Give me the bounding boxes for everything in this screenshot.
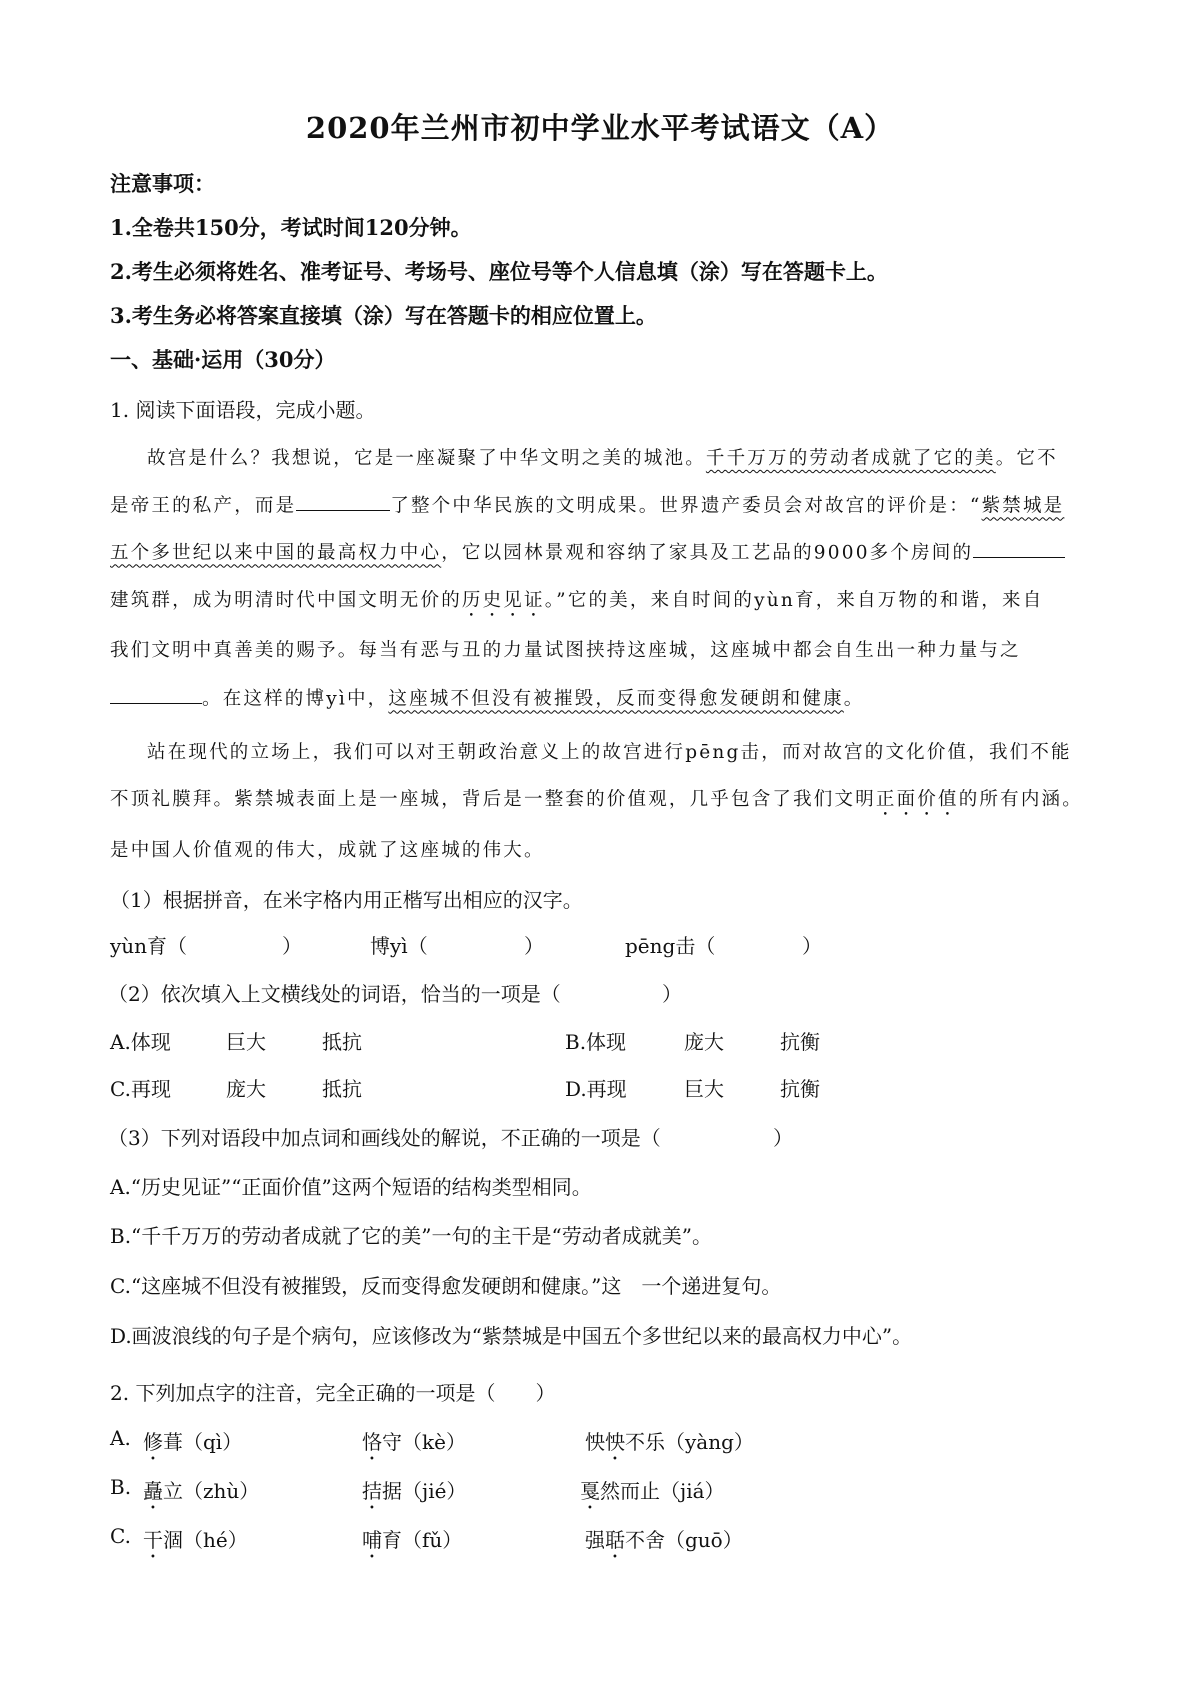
notice-item-2: 2.考生必须将姓名、准考证号、考场号、座位号等个人信息填（涂）写在答题卡上。	[110, 259, 888, 284]
notice-item-3: 3.考生务必将答案直接填（涂）写在答题卡的相应位置上。	[110, 303, 657, 328]
row-label: C.	[110, 1524, 131, 1548]
pinyin-paren: ）	[802, 934, 822, 958]
option-c: C.“这座城不但没有被摧毁，反而变得愈发硬朗和健康。”这 一个递进复句。	[110, 1274, 782, 1298]
passage-line: 站在现代的立场上，我们可以对王朝政治意义上的故宫进行pēng击，而对故宫的文化价值，我们不能	[147, 742, 1072, 763]
pinyin-item: pēng击（	[625, 934, 716, 958]
pinyin-option: 修葺（qì）	[143, 1430, 243, 1454]
pinyin-item: 博yì（	[370, 934, 428, 958]
option-b-word: 抗衡	[780, 1030, 820, 1054]
pinyin-option: 恪守（kè）	[362, 1430, 466, 1454]
option-b: B.体现	[565, 1030, 627, 1054]
passage-line: 是帝王的私产，而是 了整个中华民族的文明成果。世界遗产委员会对故宫的评价是：“紫禁城是	[110, 491, 1100, 517]
subquestion-3-paren: ）	[773, 1126, 793, 1150]
passage-line: 我们文明中真善美的赐予。每当有恶与丑的力量试图挟持这座城，这座城中都会自生出一种力量与之	[110, 640, 1021, 661]
passage-line: 故宫是什么？我想说，它是一座凝聚了中华文明之美的城池。千千万万的劳动者成就了它的美。它不	[147, 448, 1058, 469]
pinyin-option: 强聒不舍（guō）	[585, 1528, 743, 1552]
pinyin-option: 戛然而止（jiá）	[580, 1479, 725, 1503]
fill-blank-3	[110, 684, 202, 704]
option-d: D.再现	[565, 1077, 627, 1101]
passage-line: 。在这样的博yì中，这座城不但没有被摧毁，反而变得愈发硬朗和健康。	[110, 684, 1100, 710]
option-a-word: 抵抗	[322, 1030, 362, 1054]
notice-heading: 注意事项：	[110, 171, 215, 196]
wavy-underlined-sentence: 这座城不但没有被摧毁，反而变得愈发硬朗和健康	[388, 688, 844, 710]
passage-line: 五个多世纪以来中国的最高权力中心，它以园林景观和容纳了家具及工艺品的9000多个房间的	[110, 538, 1100, 564]
row-label: B.	[110, 1475, 132, 1499]
pinyin-option: 怏怏不乐（yàng）	[585, 1430, 754, 1454]
question-1-stem: 1. 阅读下面语段，完成小题。	[110, 398, 376, 422]
fill-blank-1	[296, 491, 390, 511]
option-c-word: 抵抗	[322, 1077, 362, 1101]
question-2-stem: 2. 下列加点字的注音，完全正确的一项是（ ）	[110, 1381, 556, 1405]
option-d-word: 抗衡	[780, 1077, 820, 1101]
option-b: B.“千千万万的劳动者成就了它的美”一句的主干是“劳动者成就美”。	[110, 1224, 712, 1248]
wavy-underlined-sentence: 千千万万的劳动者成就了它的美	[705, 448, 996, 469]
dotted-phrase: 正面价值	[875, 789, 959, 810]
section-heading: 一、基础·运用（30分）	[110, 347, 336, 372]
wavy-underlined-sentence: 五个多世纪以来中国的最高权力中心	[110, 542, 442, 564]
option-a-word: 巨大	[226, 1030, 266, 1054]
pinyin-paren: ）	[524, 934, 544, 958]
passage-line: 是中国人价值观的伟大，成就了这座城的伟大。	[110, 840, 545, 861]
subquestion-2-paren: ）	[662, 982, 682, 1006]
pinyin-paren: ）	[282, 934, 302, 958]
subquestion-3-stem: （3）下列对语段中加点词和画线处的解说，不正确的一项是（	[108, 1126, 661, 1150]
row-label: A.	[110, 1426, 131, 1450]
option-d-word: 巨大	[684, 1077, 724, 1101]
option-d: D.画波浪线的句子是个病句，应该修改为“紫禁城是中国五个多世纪以来的最高权力中心”。	[110, 1324, 913, 1348]
pinyin-option: 拮据（jié）	[362, 1479, 467, 1503]
option-a: A.体现	[110, 1030, 171, 1054]
passage-line: 不顶礼膜拜。紫禁城表面上是一座城，背后是一整套的价值观，几乎包含了我们文明正面价值的所有内涵。	[110, 789, 1083, 810]
subquestion-1-stem: （1）根据拼音，在米字格内用正楷写出相应的汉字。	[110, 888, 583, 912]
dotted-phrase: 历史见证	[461, 590, 545, 611]
pinyin-option: 哺育（fǔ）	[362, 1528, 463, 1552]
option-c: C.再现	[110, 1077, 171, 1101]
option-c-word: 庞大	[226, 1077, 266, 1101]
pinyin-option: 干涸（hé）	[143, 1528, 248, 1552]
pinyin-item: yùn育（	[110, 934, 188, 958]
page-title: 2020年兰州市初中学业水平考试语文（A）	[305, 111, 895, 145]
option-a: A.“历史见证”“正面价值”这两个短语的结构类型相同。	[110, 1175, 592, 1199]
option-b-word: 庞大	[684, 1030, 724, 1054]
notice-item-1: 1.全卷共150分，考试时间120分钟。	[110, 215, 472, 240]
passage-line: 建筑群，成为明清时代中国文明无价的历史见证。”它的美，来自时间的yùn育，来自万物的和谐，来自	[110, 590, 1044, 611]
pinyin-option: 矗立（zhù）	[143, 1479, 260, 1503]
subquestion-2-stem: （2）依次填入上文横线处的词语，恰当的一项是（	[108, 982, 561, 1006]
fill-blank-2	[973, 538, 1065, 558]
